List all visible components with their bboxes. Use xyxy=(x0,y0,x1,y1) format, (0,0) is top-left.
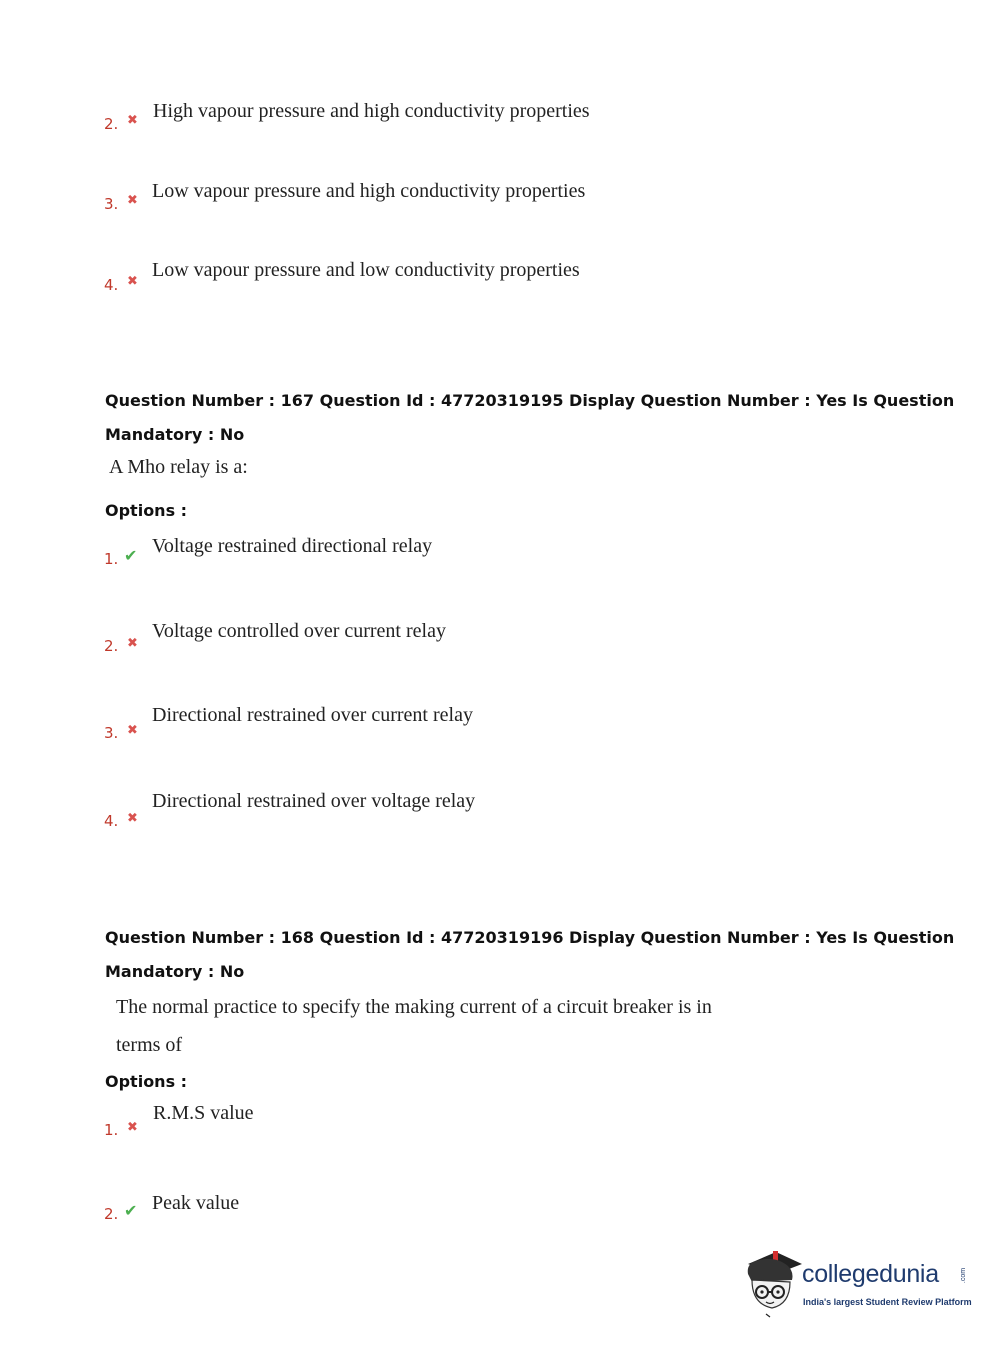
option-item xyxy=(104,275,118,294)
option-number: 4. xyxy=(104,812,119,830)
question-header: Question Number : 167 Question Id : 47720319195 Display Question Number : Yes Is Question xyxy=(105,391,955,410)
option-number: 2. xyxy=(104,637,119,655)
question-text: A Mho relay is a: xyxy=(109,456,248,478)
option-text: Directional restrained over current relay xyxy=(152,704,473,726)
option-number: 1. xyxy=(104,1121,119,1139)
correct-mark-icon: ✔ xyxy=(124,546,138,565)
wrong-mark-icon: ✖ xyxy=(127,636,138,651)
question-text: terms of xyxy=(116,1034,183,1056)
option-number: 2. xyxy=(104,1205,119,1223)
options-label: Options : xyxy=(105,1072,188,1091)
wrong-mark-icon: ✖ xyxy=(127,811,138,826)
logo-wordmark: collegedunia xyxy=(802,1260,939,1288)
question-text: The normal practice to specify the making current of a circuit breaker is in xyxy=(116,996,712,1018)
option-number: 4. xyxy=(104,276,119,294)
option-text: Voltage restrained directional relay xyxy=(152,535,433,557)
option-text: R.M.S value xyxy=(153,1102,254,1124)
question-mandatory: Mandatory : No xyxy=(105,425,245,444)
collegedunia-logo xyxy=(742,1250,972,1320)
option-number: 2. xyxy=(104,115,119,133)
option-item xyxy=(104,194,118,213)
options-label: Options : xyxy=(105,501,188,520)
option-item xyxy=(104,114,118,133)
option-text: Peak value xyxy=(152,1192,240,1214)
option-number: 1. xyxy=(104,550,119,568)
option-text: Low vapour pressure and low conductivity properties xyxy=(152,259,580,281)
logo-com: .com xyxy=(960,1267,968,1284)
option-text: Directional restrained over voltage relay xyxy=(152,790,476,812)
wrong-mark-icon: ✖ xyxy=(127,274,138,289)
question-mandatory: Mandatory : No xyxy=(105,962,245,981)
option-text: High vapour pressure and high conductivity properties xyxy=(153,100,590,122)
option-text: Low vapour pressure and high conductivity properties xyxy=(152,180,586,202)
logo-tagline: India's largest Student Review Platform xyxy=(803,1297,972,1307)
wrong-mark-icon: ✖ xyxy=(127,193,138,208)
wrong-mark-icon: ✖ xyxy=(127,1120,138,1135)
wrong-mark-icon: ✖ xyxy=(127,113,138,128)
option-number: 3. xyxy=(104,724,119,742)
option-number: 3. xyxy=(104,195,119,213)
question-header: Question Number : 168 Question Id : 47720319196 Display Question Number : Yes Is Question xyxy=(105,928,955,947)
mascot-icon xyxy=(742,1250,804,1320)
wrong-mark-icon: ✖ xyxy=(127,723,138,738)
option-text: Voltage controlled over current relay xyxy=(152,620,446,642)
correct-mark-icon: ✔ xyxy=(124,1201,138,1220)
